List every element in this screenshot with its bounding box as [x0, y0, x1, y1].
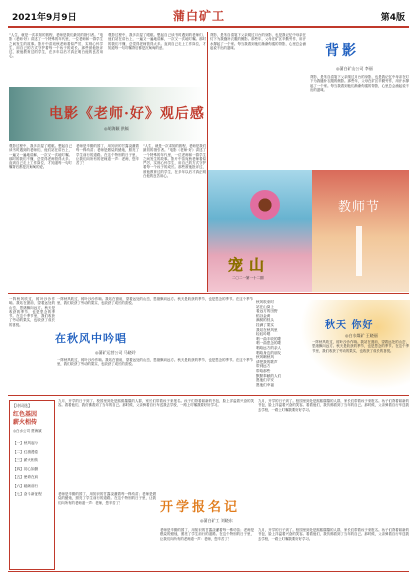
- poem-line: 我站在秋风里: [256, 327, 278, 332]
- page-number: 第4版: [380, 13, 405, 23]
- article-text-middle-left: 一阵秋风吹过，树叶沙沙作响。我站在窗前，望着远处的山峦，思绪飘向远方。秋天是收获的季节，也是思念的季节。在这个季节里，我们收获了劳动的果实，也收获了成长的喜悦。: [9, 297, 55, 327]
- yanshan-title: 宠山: [228, 256, 271, 274]
- sidebar-list-item: 【二】红旗漫卷: [13, 449, 39, 454]
- article-text-bottom-left-2: 老师是辛勤的园丁，用知识的甘露浇灌着每一株幼苗；老师是燃烧的蜡烛，照亮了学生前行的道路。在这个特别的日子里，让我们向所有的老师道一声：老师，您辛苦了！: [58, 492, 156, 505]
- poem-line: 唱一曲丰收的歌: [256, 336, 282, 341]
- article-text-middle-center: 一阵秋风吹过，树叶沙沙作响。我站在窗前，望着远处的山峦，思绪飘向远方。秋天是收获的季节，也是思念的季节。在这个季节里，我们收获了劳动的果实，也收获了成长的喜悦。: [57, 297, 253, 306]
- article-title: 电影《老师·好》观后感: [49, 106, 205, 122]
- teachers-day-title: 教师节: [338, 200, 381, 215]
- article-text-top-left: “人生，就是一次求知的旅程，老师是我们最初的指引者。”电影《老师·好》讲述了一个特殊的年代里，一位老师和一群学生之间发生的故事。影片中苗宛秋老师看似严厉，实则心怀学生，用自己的方式守护着每一个孩子的成长。那些被他批评过、被他教育过的学生，在多年以后才真正明白他的良苦用心。: [9, 33, 103, 59]
- article-text-left-col: 观影过程中，我多次湿了眼眶。想起自己读书时遇到的老师们，他们站在讲台上，一遍又一遍地讲解，一次又一次地叮嘱。那时的我们不懂，总觉得老师管得太多。直到自己走上工作岗位，才知道每一句叮嘱背后都是沉甸甸的爱。: [9, 144, 72, 170]
- sidebar-list-item: 【一】秋风起兮: [13, 441, 39, 445]
- autumn-song-byline: ◎蒲矿运营公司 马晓玲: [95, 350, 136, 355]
- column-rule: [8, 293, 409, 294]
- poem-line: 秋风啊秋风: [256, 355, 274, 360]
- poem-line: 愿他们平安: [256, 378, 274, 383]
- poem-line: 带给那些: [256, 368, 271, 373]
- poem-line: 请把我的歌声: [256, 359, 278, 364]
- teachers-day-image: [312, 170, 409, 292]
- sidebar-list-item: 【四】初心如磐: [13, 466, 39, 471]
- yanshan-photo: [208, 170, 312, 292]
- sidebar-list: [13, 439, 53, 499]
- column-rule: [8, 395, 409, 396]
- sidebar-byline: ◎白水公司 贾海斌: [13, 429, 42, 433]
- article-byline: ◎胡海颖 供稿: [104, 126, 129, 131]
- article-text-kaixue: 九月，开学的日子到了。校园里到处是熙熙攘攘的人群，家长们带着孩子来报名。孩子们背着崭新的书包，脸上洋溢着兴奋的笑容。看着他们，我仿佛看到了当年的自己。那时候，父亲骑着自行车送我去学校，一路上叮嘱我要好好学习。: [258, 528, 409, 541]
- article-text-bottom-right: 九月，开学的日子到了。校园里到处是熙熙攘攘的人群，家长们带着孩子来报名。孩子们背着崭新的书包，脸上洋溢着兴奋的笑容。看着他们，我仿佛看到了当年的自己。那时候，父亲骑着自行车送我去学校，一路上叮嘱我要好好学习。: [258, 399, 409, 412]
- article-text-top-left-2: 观影过程中，我多次湿了眼眶。想起自己读书时遇到的老师们，他们站在讲台上，一遍又一遍地讲解，一次又一次地叮嘱。那时的我们不懂，总觉得老师管得太多。直到自己走上工作岗位，才知道每一句叮嘱背后都是沉甸甸的爱。: [108, 33, 206, 50]
- sidebar-list-item: 【五】使命在肩: [13, 475, 39, 479]
- beiying-title: 背影: [325, 43, 359, 59]
- poem-line: 唱一曲思念的歌: [256, 341, 282, 346]
- sidebar-heading: 【诗词选】: [12, 403, 32, 408]
- article-text-beiying-left: 背影，是朱自清笔下父亲爬过月台的身影，也是我记忆中母亲在灯下为我缝补衣服的侧影。那些年，父母在矿区辛勤劳作，用汗水撑起了一个家。每当我看到他们渐渐佝偻的背影，心里总会涌起说不出的滋味。: [210, 33, 306, 50]
- poem-line: 秋风吹来时: [256, 300, 274, 304]
- kaixue-byline: ◎蒲白矿工 刘晓东: [200, 518, 233, 523]
- coneflower-image: [250, 190, 280, 220]
- poem-line: 默默奉献的人们: [256, 373, 282, 378]
- poem-line: 愿他们幸福: [256, 382, 274, 387]
- yanshan-subtitle: 二〇二一第一十二期: [232, 276, 264, 280]
- poetry-sidebar: [9, 400, 55, 570]
- newspaper-logo: 蒲白矿工: [173, 9, 226, 23]
- article-text-autumn-song: 一阵秋风吹过，树叶沙沙作响。我站在窗前，望着远处的山峦，思绪飘向远方。秋天是收获的季节，也是思念的季节。在这个季节里，我们收获了劳动的果实，也收获了成长的喜悦。: [57, 358, 253, 367]
- autumn-hello-byline: ◎白水煤矿 王晓丽: [345, 333, 378, 338]
- article-text-autumn-hello: 一阵秋风吹过，树叶沙沙作响。我站在窗前，望着远处的山峦，思绪飘向远方。秋天是收获的季节，也是思念的季节。在这个季节里，我们收获了劳动的果实，也收获了成长的喜悦。: [312, 340, 409, 353]
- page-header: [8, 6, 409, 28]
- sidebar-list-item: 【三】薪火相传: [13, 458, 39, 462]
- sidebar-title-line1: 红色基因: [13, 411, 38, 418]
- poem-line: 稻谷金黄: [256, 313, 271, 318]
- pencil-graphic: [356, 226, 362, 276]
- sidebar-title: [13, 411, 37, 427]
- article-text-right-col: “人生，就是一次求知的旅程，老师是我们最初的指引者。”电影《老师·好》讲述了一个特殊的年代里，一位老师和一群学生之间发生的故事。影片中苗宛秋老师看似严厉，实则心怀学生，用自己的方式守护着每一个孩子的成长。那些被他批评过、被他教育过的学生，在多年以后才真正明白他的良苦用心。: [143, 144, 206, 179]
- beiying-byline: ◎蒲白矿山公司 李丽: [336, 66, 373, 71]
- poem-line: 看远方的田野: [256, 309, 278, 314]
- poem-line: 站在山岗上: [256, 304, 274, 309]
- sidebar-list-item: 【七】奋斗新征程: [13, 492, 42, 496]
- autumn-song-title: 在秋风中吟唱: [55, 332, 127, 345]
- article-text-mid-col: 老师是辛勤的园丁，用知识的甘露浇灌着每一株幼苗；老师是燃烧的蜡烛，照亮了学生前行的道路。在这个特别的日子里，让我们向所有的老师道一声：老师，您辛苦了！: [76, 144, 139, 166]
- poem-line: 唱给远方的亲人: [256, 345, 282, 350]
- poem-line: 带到远方: [256, 364, 271, 369]
- autumn-hello-title: 秋天 你好: [325, 320, 374, 331]
- teacher-movie-banner: [9, 87, 206, 141]
- page-footer: [8, 571, 409, 583]
- issue-date: 2021年9月9日: [12, 13, 77, 23]
- sidebar-list-item: 【六】砥砺前行: [13, 483, 39, 488]
- poem-line: 满树的枝头: [256, 318, 274, 323]
- kaixue-title: 开学报名记: [160, 500, 241, 515]
- sidebar-title-line2: 薪火相传: [13, 419, 38, 426]
- poem-line: 挂满了果实: [256, 322, 274, 327]
- article-text-beiying: 背影，是朱自清笔下父亲爬过月台的身影，也是我记忆中母亲在灯下为我缝补衣服的侧影。那些年，父母在矿区辛勤劳作，用汗水撑起了一个家。每当我看到他们渐渐佝偻的背影，心里总会涌起说不出的滋味。: [310, 75, 409, 92]
- article-text-kaixue-left: 老师是辛勤的园丁，用知识的甘露浇灌着每一株幼苗；老师是燃烧的蜡烛，照亮了学生前行的道路。在这个特别的日子里，让我们向所有的老师道一声：老师，您辛苦了！: [160, 528, 254, 541]
- article-text-bottom-left: 九月，开学的日子到了。校园里到处是熙熙攘攘的人群，家长们带着孩子来报名。孩子们背着崭新的书包，脸上洋溢着兴奋的笑容。看着他们，我仿佛看到了当年的自己。那时候，父亲骑着自行车送我去学校，一路上叮嘱我要好好学习。: [58, 399, 254, 408]
- poem-line: 唱给身边的朋友: [256, 350, 282, 355]
- poem-line: 轻轻吟唱: [256, 332, 271, 337]
